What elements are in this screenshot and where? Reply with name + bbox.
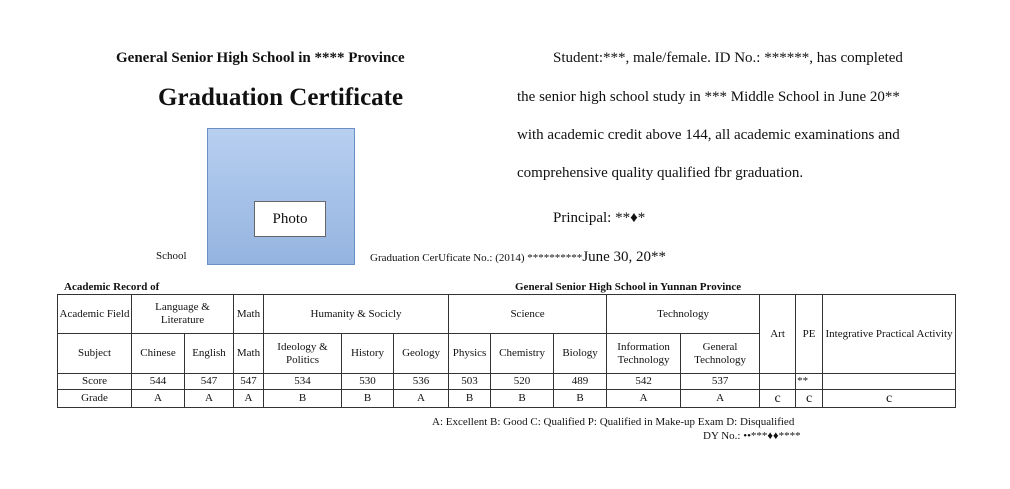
grade-cell: B — [264, 390, 342, 408]
score-cell — [823, 374, 956, 390]
academic-record-table — [57, 294, 956, 408]
score-cell: 542 — [607, 374, 681, 390]
record-heading-right: General Senior High School in Yunnan Province — [515, 281, 742, 293]
grade-legend: A: Excellent B: Good C: Qualified P: Qualified in Make-up Exam D: Disqualified — [432, 416, 795, 428]
certificate-title: Graduation Certificate — [158, 84, 404, 111]
score-label: Score — [58, 374, 132, 390]
record-heading-left: Academic Record of — [64, 281, 160, 293]
score-cell: 536 — [394, 374, 449, 390]
score-cell: 537 — [681, 374, 760, 390]
subject-math: Math — [234, 334, 264, 374]
statement-line-2: the senior high school study in *** Middle School in June 20** — [517, 89, 900, 105]
dy-number: DY No.: ••***♦♦**** — [703, 430, 801, 442]
principal-signature: Principal: **♦* — [553, 210, 646, 226]
header-technology: Technology — [607, 295, 760, 334]
header-math: Math — [234, 295, 264, 334]
grade-cell: A — [607, 390, 681, 408]
subject-label: Subject — [58, 334, 132, 374]
grade-cell: A — [394, 390, 449, 408]
statement-line-1: Student:***, male/female. ID No.: ******, has completed — [553, 50, 903, 66]
score-cell: 489 — [554, 374, 607, 390]
certificate-number — [370, 249, 666, 266]
subject-biology: Biology — [554, 334, 607, 374]
header-humanity: Humanity & Socicly — [264, 295, 449, 334]
certificate-number-label: Graduation CerUficate No.: (2014) ********** — [370, 252, 583, 264]
subject-general-technology: General Technology — [681, 334, 760, 374]
grade-cell: A — [234, 390, 264, 408]
score-cell: 530 — [342, 374, 394, 390]
score-cell: ** — [796, 374, 823, 390]
grade-cell: A — [132, 390, 185, 408]
score-cell — [760, 374, 796, 390]
province-heading: General Senior High School in **** Province — [116, 50, 405, 66]
grade-cell: c — [760, 390, 796, 408]
grade-cell: A — [185, 390, 234, 408]
school-label: School — [156, 250, 187, 262]
statement-line-3: with academic credit above 144, all academic examinations and — [517, 127, 900, 143]
score-row — [58, 374, 956, 390]
grade-cell: A — [681, 390, 760, 408]
subject-physics: Physics — [449, 334, 491, 374]
grade-row — [58, 390, 956, 408]
header-integrative: Integrative Practical Activity — [823, 295, 956, 374]
subject-english: English — [185, 334, 234, 374]
subject-information-technology: Information Technology — [607, 334, 681, 374]
grade-label: Grade — [58, 390, 132, 408]
header-pe: PE — [796, 295, 823, 374]
score-cell: 544 — [132, 374, 185, 390]
score-cell: 503 — [449, 374, 491, 390]
subject-geology: Geology — [394, 334, 449, 374]
score-cell: 534 — [264, 374, 342, 390]
score-cell: 547 — [185, 374, 234, 390]
subject-history: History — [342, 334, 394, 374]
header-language: Language & Literature — [132, 295, 234, 334]
score-cell: 520 — [491, 374, 554, 390]
score-cell: 547 — [234, 374, 264, 390]
grade-cell: B — [342, 390, 394, 408]
statement-line-4: comprehensive quality qualified fbr graduation. — [517, 165, 804, 181]
subject-ideology: Ideology & Politics — [264, 334, 342, 374]
subject-chinese: Chinese — [132, 334, 185, 374]
header-science: Science — [449, 295, 607, 334]
subject-chemistry: Chemistry — [491, 334, 554, 374]
grade-cell: c — [796, 390, 823, 408]
photo-placeholder — [207, 128, 355, 265]
header-academic-field: Academic Field — [58, 295, 132, 334]
grade-cell: B — [449, 390, 491, 408]
header-art: Art — [760, 295, 796, 374]
grade-cell: B — [491, 390, 554, 408]
field-header-row — [58, 295, 956, 334]
grade-cell: c — [823, 390, 956, 408]
grade-cell: B — [554, 390, 607, 408]
certificate-date: June 30, 20** — [582, 249, 667, 265]
photo-label: Photo — [254, 201, 326, 237]
